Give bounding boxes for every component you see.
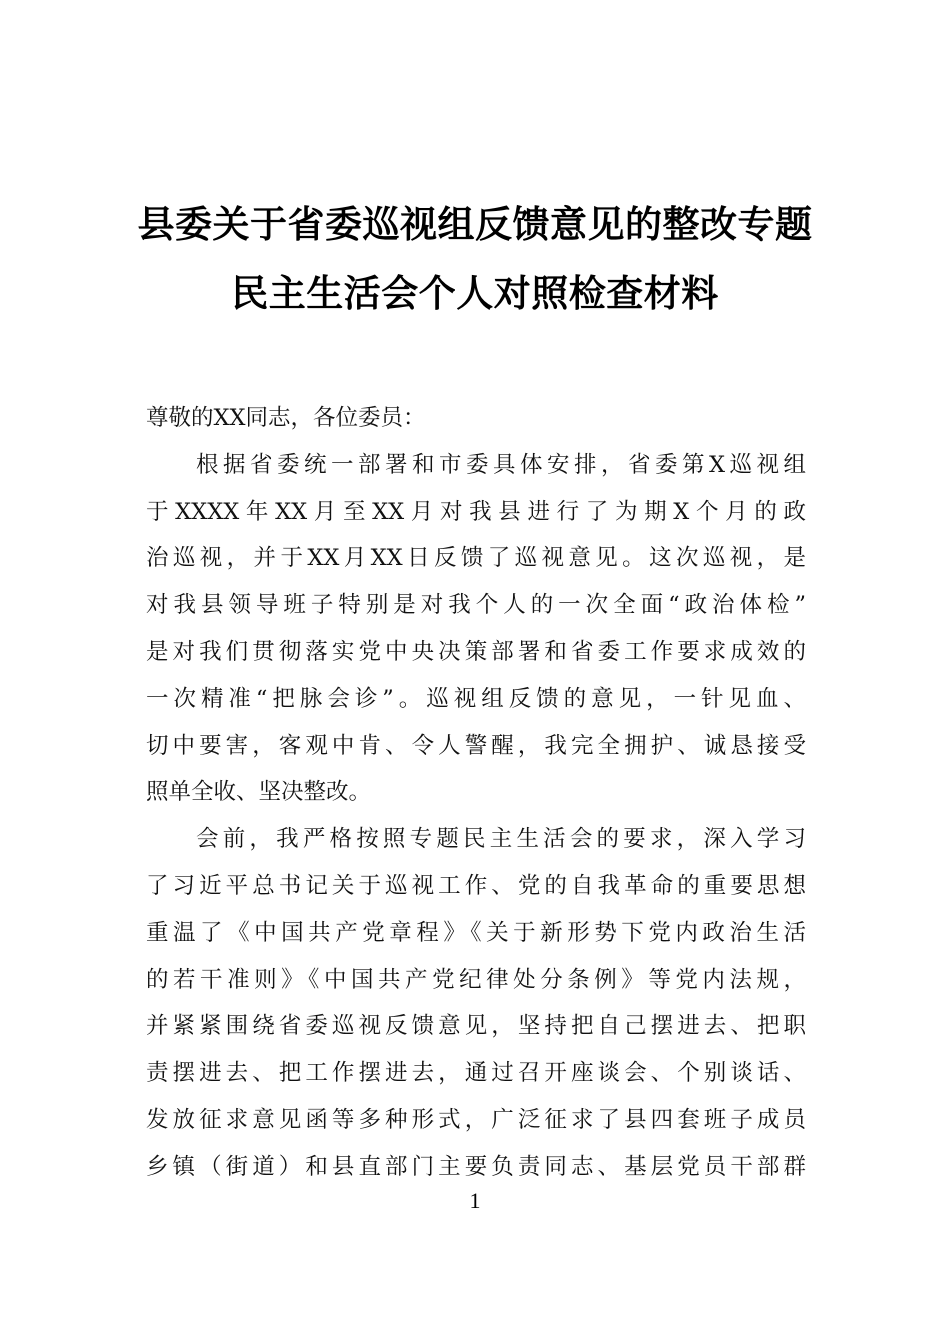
paragraph-2-line: 责摆进去、把工作摆进去，通过召开座谈会、个别谈话、	[146, 1060, 806, 1087]
paragraph-1-line: 照单全收、坚决整改。	[146, 779, 372, 806]
page-number: 1	[469, 1188, 481, 1213]
paragraph-1-line: 根据省委统一部署和市委具体安排，省委第X巡视组	[196, 451, 806, 478]
paragraph-1-line: 于XXXX年XX月至XX月对我县进行了为期X个月的政	[146, 498, 806, 525]
paragraph-2-line: 发放征求意见函等多种形式，广泛征求了县四套班子成员	[146, 1106, 806, 1133]
paragraph-1-line: 是对我们贯彻落实党中央决策部署和省委工作要求成效的	[146, 638, 806, 665]
salutation: 尊敬的XX同志，各位委员：	[146, 405, 426, 431]
paragraph-1-line: 治巡视，并于XX月XX日反馈了巡视意见。这次巡视，是	[146, 545, 806, 572]
paragraph-2-line: 重温了《中国共产党章程》《关于新形势下党内政治生活	[146, 919, 806, 946]
paragraph-1-line: 对我县领导班子特别是对我个人的一次全面“政治体检”	[146, 592, 806, 619]
paragraph-2-line: 了习近平总书记关于巡视工作、党的自我革命的重要思想	[146, 872, 806, 899]
paragraph-2-line: 会前，我严格按照专题民主生活会的要求，深入学习	[196, 826, 806, 853]
paragraph-2-line: 并紧紧围绕省委巡视反馈意见，坚持把自己摆进去、把职	[146, 1013, 806, 1040]
document-title-line-2: 民主生活会个人对照检查材料	[231, 272, 719, 315]
paragraph-1-line: 一次精准“把脉会诊”。巡视组反馈的意见，一针见血、	[146, 685, 806, 712]
document-body	[146, 395, 806, 1191]
paragraph-2-line: 乡镇（街道）和县直部门主要负责同志、基层党员干部群	[146, 1153, 806, 1180]
document-title-line-1: 县委关于省委巡视组反馈意见的整改专题	[137, 203, 813, 246]
paragraph-1-line: 切中要害，客观中肯、令人警醒，我完全拥护、诚恳接受	[146, 732, 806, 759]
paragraph-2-line: 的若干准则》《中国共产党纪律处分条例》等党内法规，	[146, 966, 806, 993]
